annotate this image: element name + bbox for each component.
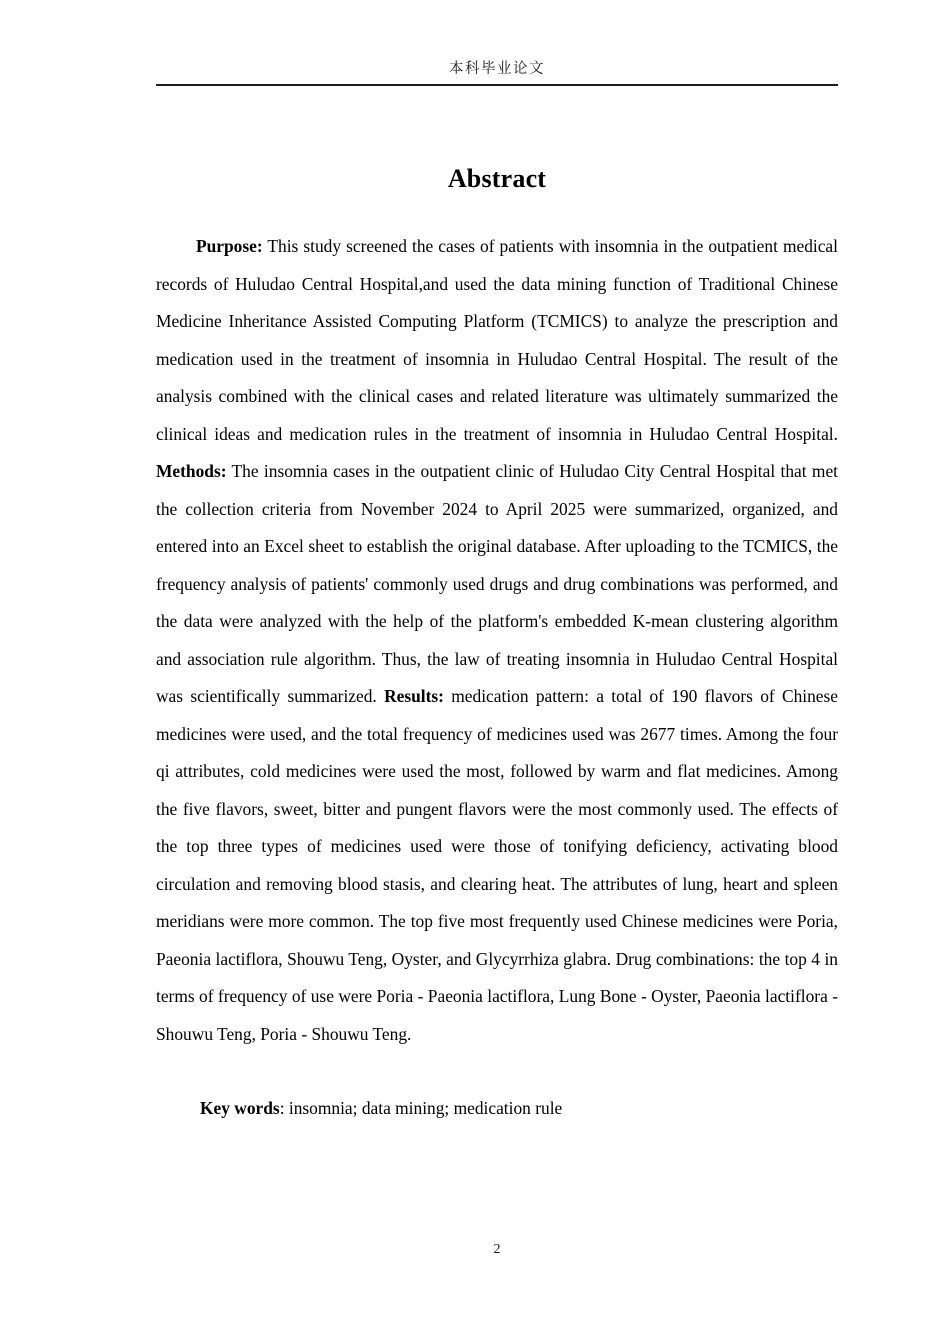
methods-text: The insomnia cases in the outpatient clinic of Huludao City Central Hospital that met the collection criteria from November 2024 to April 2025 were summarized, organized, and entered into an Excel sheet to establish the original database. After uploading to the TCMICS, the frequency analysis of patients' commonly used drugs and drug combinations was performed, and the data were analyzed with the help of the platform's embedded K-mean clustering algorithm and association rule algorithm. Thus, the law of treating insomnia in Huludao Central Hospital was scientifically summarized. xyxy=(156,461,838,706)
running-header xyxy=(156,58,838,94)
purpose-label: Purpose: xyxy=(196,236,263,256)
running-header-text: 本科毕业论文 xyxy=(449,61,545,77)
page-title: Abstract xyxy=(447,164,547,194)
abstract-body xyxy=(156,228,838,1128)
header-divider xyxy=(156,84,838,86)
results-label: Results: xyxy=(384,686,444,706)
keywords-paragraph xyxy=(156,1090,838,1128)
results-text: medication pattern: a total of 190 flavors of Chinese medicines were used, and the total frequency of medicines used was 2677 times. Among the four qi attributes, cold medicines were used the most, followed by warm and flat medicines. Among the five flavors, sweet, bitter and pungent flavors were the most commonly used. The effects of the top three types of medicines used were those of tonifying deficiency, activating blood circulation and removing blood stasis, and clearing heat. The attributes of lung, heart and spleen meridians were more common. The top five most frequently used Chinese medicines were Poria, Paeonia lactiflora, Shouwu Teng, Oyster, and Glycyrrhiza glabra. Drug combinations: the top 4 in terms of frequency of use were Poria - Paeonia lactiflora, Lung Bone - Oyster, Paeonia lactiflora - Shouwu Teng, Poria - Shouwu Teng. xyxy=(156,686,838,1044)
page-number: 2 xyxy=(493,1242,501,1257)
keywords-text: : insomnia; data mining; medication rule xyxy=(279,1098,563,1118)
methods-label: Methods: xyxy=(156,461,227,481)
keywords-label: Key words xyxy=(200,1098,280,1118)
abstract-paragraph xyxy=(156,228,838,1053)
purpose-text: This study screened the cases of patients with insomnia in the outpatient medical records of Huludao Central Hospital,and used the data mining function of Traditional Chinese Medicine Inheritance Assisted Computing Platform (TCMICS) to analyze the prescription and medication used in the treatment of insomnia in Huludao Central Hospital. The result of the analysis combined with the clinical cases and related literature was ultimately summarized the clinical ideas and medication rules in the treatment of insomnia in Huludao Central Hospital. xyxy=(156,236,838,444)
